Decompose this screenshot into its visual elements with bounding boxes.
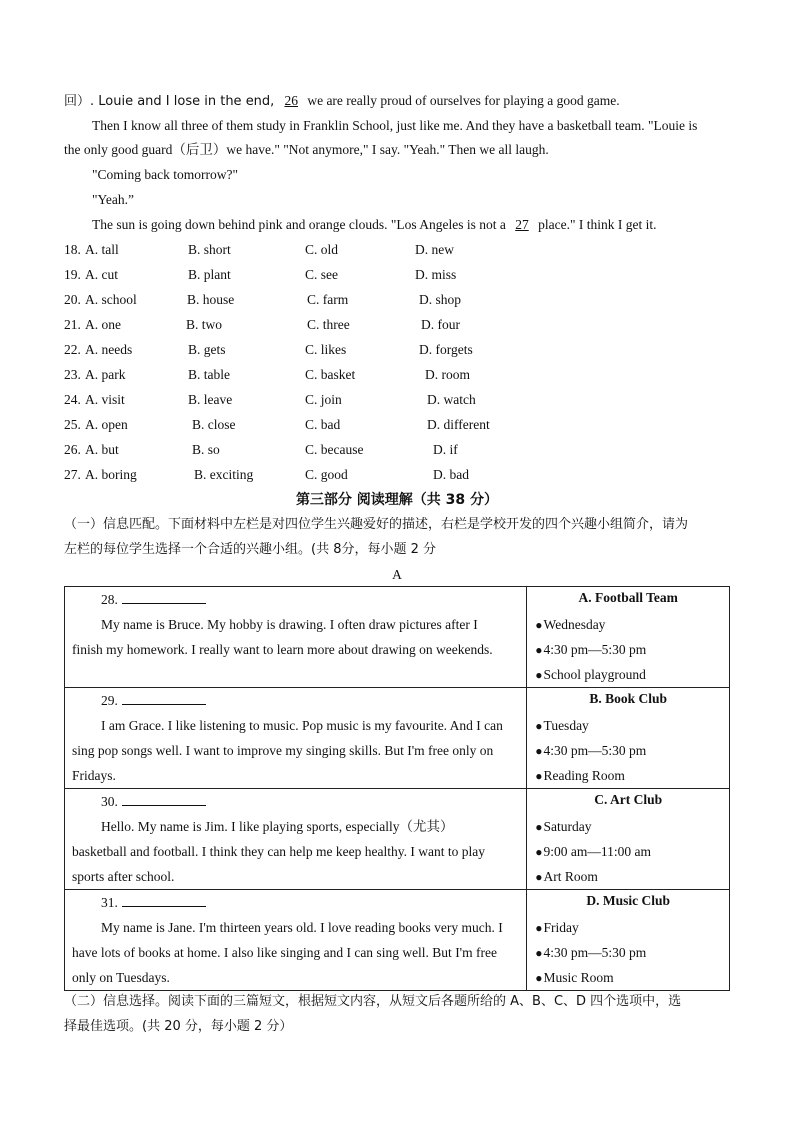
option-d: D. four [421, 317, 460, 332]
club-detail-text: Music Room [543, 970, 614, 985]
option-a: A. one [85, 317, 121, 332]
option-d: D. new [415, 242, 454, 257]
option-a: A. visit [85, 392, 125, 407]
question-number: 24. [64, 392, 81, 407]
option-b: B. leave [188, 392, 233, 407]
club-detail-text: 4:30 pm—5:30 pm [543, 945, 647, 960]
club-detail [535, 742, 646, 760]
question-number: 22. [64, 342, 81, 357]
option-c: C. old [305, 242, 339, 257]
club-detail [535, 767, 625, 785]
option-b: B. close [192, 417, 236, 432]
option-a: A. boring [85, 467, 137, 482]
passage-line-4: "Coming back tomorrow?" [92, 167, 238, 182]
club-detail [535, 919, 579, 937]
option-d: D. shop [419, 292, 462, 307]
answer-number [101, 894, 206, 912]
question-number: 27. [64, 467, 81, 482]
option-c: C. farm [307, 292, 349, 307]
option-a: A. but [85, 442, 119, 457]
club-detail [535, 666, 646, 684]
label-a: A [392, 567, 402, 582]
section-title: 第三部分 阅读理解（共 38 分） [295, 492, 499, 508]
student-description-line: have lots of books at home. I also like singing and I can sing well. But I'm free [72, 945, 497, 960]
bullet-icon: ● [535, 618, 543, 632]
club-detail-text: 4:30 pm—5:30 pm [543, 642, 647, 657]
option-c: C. because [305, 442, 364, 457]
club-detail-text: Wednesday [543, 617, 606, 632]
question-number: 20. [64, 292, 81, 307]
option-a: A. open [85, 417, 128, 432]
passage-text: 回）. Louie and I lose in the end, [64, 94, 279, 109]
club-detail [535, 843, 651, 861]
club-detail-text: Reading Room [543, 768, 625, 783]
club-detail [535, 616, 605, 634]
matching-table [64, 586, 730, 991]
option-c: C. good [305, 467, 348, 482]
club-detail [535, 818, 591, 836]
question-number: 29. [101, 693, 118, 708]
option-b: B. plant [188, 267, 231, 282]
option-c: C. bad [305, 417, 341, 432]
club-detail [535, 969, 613, 987]
student-description-line: I am Grace. I like listening to music. Pop music is my favourite. And I can [101, 718, 503, 733]
passage-text: we are really proud of ourselves for playing a good game. [303, 93, 620, 108]
instruction-1-line-1: （一）信息匹配。下面材料中左栏是对四位学生兴趣爱好的描述，右栏是学校开发的四个兴趣小组简介，请为 [64, 517, 689, 532]
passage-line-2: Then I know all three of them study in Franklin School, just like me. And they have a basketball team. "Louie is [92, 118, 698, 133]
student-description-line: finish my homework. I really want to learn more about drawing on weekends. [72, 642, 493, 657]
bullet-icon: ● [535, 820, 543, 834]
blank-27: 27 [515, 217, 529, 232]
student-description-line: My name is Bruce. My hobby is drawing. I often draw pictures after I [101, 617, 478, 632]
answer-number [101, 793, 206, 811]
passage-line-3: the only good guard（后卫）we have." "Not anymore," I say. "Yeah." Then we all laugh. [64, 142, 549, 157]
bullet-icon: ● [535, 845, 543, 859]
student-description-line: sing pop songs well. I want to improve my singing skills. But I'm free only on [72, 743, 494, 758]
option-b: B. short [188, 242, 231, 257]
question-number: 25. [64, 417, 81, 432]
option-b: B. table [188, 367, 230, 382]
table-row [65, 587, 730, 688]
option-b: B. two [186, 317, 223, 332]
question-number: 19. [64, 267, 81, 282]
option-a: A. school [85, 292, 137, 307]
student-description-line: My name is Jane. I'm thirteen years old. I love reading books very much. I [101, 920, 503, 935]
passage-line-1 [64, 92, 620, 111]
option-a: A. cut [85, 267, 118, 282]
student-description-line: Hello. My name is Jim. I like playing sports, especially（尤其） [101, 819, 454, 834]
passage-line-6 [92, 216, 656, 234]
bullet-icon: ● [535, 744, 543, 758]
option-a: A. park [85, 367, 126, 382]
passage-line-5: "Yeah.” [92, 192, 135, 207]
club-name: C. Art Club [594, 792, 663, 807]
club-detail-text: School playground [543, 667, 646, 682]
passage-text: place." I think I get it. [534, 217, 657, 232]
table-row [65, 890, 730, 991]
option-a: A. tall [85, 242, 119, 257]
club-name: B. Book Club [589, 691, 667, 706]
bullet-icon: ● [535, 946, 543, 960]
passage-text: The sun is going down behind pink and orange clouds. "Los Angeles is not a [92, 217, 510, 232]
club-detail-text: 4:30 pm—5:30 pm [543, 743, 647, 758]
option-c: C. see [305, 267, 338, 282]
bullet-icon: ● [535, 668, 543, 682]
answer-blank[interactable] [122, 894, 206, 907]
student-description-line: Fridays. [72, 768, 116, 783]
question-number: 26. [64, 442, 81, 457]
option-d: D. room [425, 367, 470, 382]
option-c: C. three [307, 317, 350, 332]
club-name: D. Music Club [586, 893, 670, 908]
club-name: A. Football Team [578, 590, 678, 605]
question-number: 23. [64, 367, 81, 382]
option-b: B. exciting [194, 467, 254, 482]
instruction-2-line-2: 择最佳选项。(共 20 分，每小题 2 分） [64, 1019, 293, 1034]
student-description-line: sports after school. [72, 869, 175, 884]
question-number: 18. [64, 242, 81, 257]
bullet-icon: ● [535, 643, 543, 657]
question-number: 30. [101, 794, 118, 809]
blank-26: 26 [284, 93, 298, 108]
bullet-icon: ● [535, 719, 543, 733]
club-detail-text: Tuesday [543, 718, 589, 733]
option-b: B. gets [188, 342, 226, 357]
option-d: D. watch [427, 392, 476, 407]
question-number: 31. [101, 895, 118, 910]
student-description-line: basketball and football. I think they can help me keep healthy. I want to play [72, 844, 485, 859]
table-row [65, 688, 730, 789]
club-detail-text: Friday [543, 920, 579, 935]
club-detail-text: Saturday [543, 819, 592, 834]
option-d: D. miss [415, 267, 457, 282]
club-detail-text: 9:00 am—11:00 am [543, 844, 652, 859]
club-detail [535, 944, 646, 962]
option-d: D. bad [433, 467, 469, 482]
answer-blank[interactable] [122, 591, 206, 604]
question-number: 28. [101, 592, 118, 607]
option-b: B. house [187, 292, 235, 307]
option-d: D. forgets [419, 342, 473, 357]
option-c: C. join [305, 392, 342, 407]
answer-number [101, 692, 206, 710]
option-b: B. so [192, 442, 220, 457]
bullet-icon: ● [535, 870, 543, 884]
club-detail-text: Art Room [543, 869, 598, 884]
option-c: C. likes [305, 342, 347, 357]
answer-blank[interactable] [122, 692, 206, 705]
option-d: D. if [433, 442, 458, 457]
club-detail [535, 868, 598, 886]
bullet-icon: ● [535, 921, 543, 935]
answer-blank[interactable] [122, 793, 206, 806]
instruction-1-line-2: 左栏的每位学生选择一个合适的兴趣小组。(共 8分，每小题 2 分 [64, 542, 437, 557]
answer-number [101, 591, 206, 609]
instruction-2-line-1: （二）信息选择。阅读下面的三篇短文，根据短文内容，从短文后各题所给的 A、B、C、D 四个选项中，选 [64, 994, 682, 1009]
club-detail [535, 717, 589, 735]
club-detail [535, 641, 646, 659]
student-description-line: only on Tuesdays. [72, 970, 170, 985]
option-d: D. different [427, 417, 490, 432]
bullet-icon: ● [535, 769, 543, 783]
bullet-icon: ● [535, 971, 543, 985]
option-a: A. needs [85, 342, 133, 357]
question-number: 21. [64, 317, 81, 332]
table-row [65, 789, 730, 890]
option-c: C. basket [305, 367, 356, 382]
